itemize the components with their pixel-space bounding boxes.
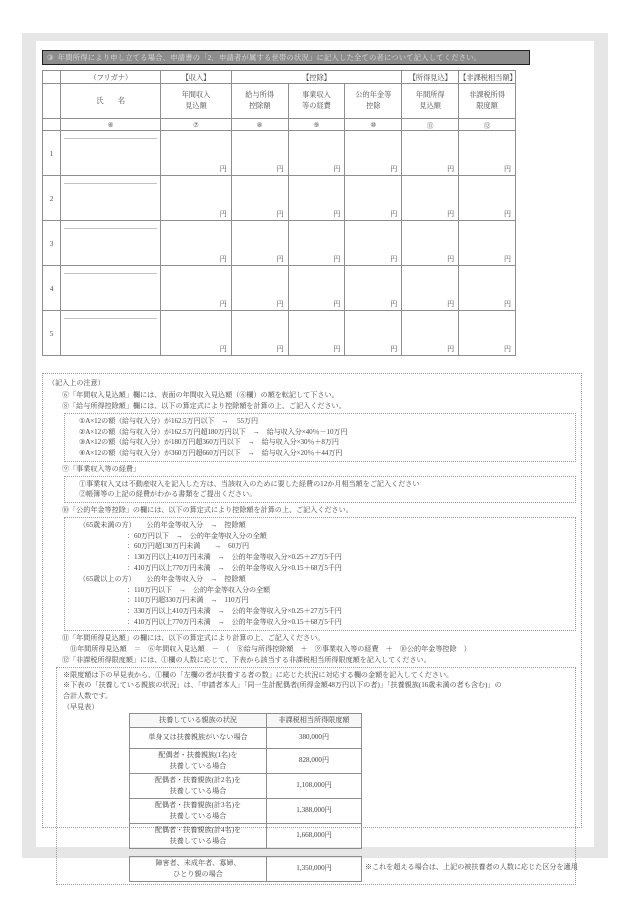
status-line-1: 配偶者・扶養親族(計3名)を (154, 801, 242, 810)
quick-table-gap (130, 848, 362, 856)
pension-deduction-cell[interactable] (345, 176, 402, 221)
quick-row-status (130, 856, 267, 881)
pension-deduction-cell[interactable] (345, 221, 402, 266)
business-expense-cell[interactable] (288, 221, 345, 266)
quick-header-amount: 非課税相当所得限度額 (267, 713, 362, 727)
yen-unit-label: 円 (447, 345, 455, 353)
annual-income-cell[interactable] (161, 311, 231, 356)
table-row (43, 176, 516, 221)
name-input-cell[interactable] (61, 176, 161, 221)
quick-row-status (130, 727, 267, 748)
yen-unit-label: 円 (219, 255, 227, 263)
header-annual-income-estimate-line2: 見込額 (419, 102, 441, 110)
yen-unit-label: 円 (219, 345, 227, 353)
circle-pension-deduction: ⑩ (345, 119, 402, 131)
circle-annual-income: ⑦ (161, 119, 231, 131)
pension-under65-line-2: ：60万円超130万円未満 → 60万円 (127, 542, 250, 551)
note-item-12: ⑫「非課税所得限度額」には、①欄の人数に応じて、下表から該当する非課税相当所得限度額を記入してください。 (62, 655, 431, 664)
header-annual-income-line1: 年間収入 (181, 91, 211, 99)
header-nontaxable-limit-line2: 限度額 (476, 102, 498, 110)
quick-table-row (130, 748, 362, 773)
row-number: 5 (43, 311, 61, 356)
header-pension-deduction (345, 84, 402, 119)
yen-unit-label: 円 (504, 165, 511, 173)
nontaxable-note-2: ※下表の「扶養している親族の状況」は、「申請者本人」「同一生計配偶者(所得金額48万円以下の者)」「扶養親族(16歳未満の者も含む)」の (63, 681, 502, 690)
header-salary-deduction-line1: 給与所得 (245, 91, 275, 99)
quick-table-row (130, 823, 362, 848)
section-number: ③ (47, 53, 54, 62)
annual-income-estimate-cell[interactable] (402, 176, 459, 221)
header-nontaxable-limit-line1: 非課税所得 (469, 91, 506, 99)
nontaxable-note-1: ※限度額は下の早見表から、①欄の「左欄の者が扶養する者の数」に応じた状況に対応する欄の金額を記入してください。 (63, 670, 454, 679)
salary-deduction-cell[interactable] (231, 266, 288, 311)
header-nontaxable-limit (459, 84, 516, 119)
annual-income-cell[interactable] (161, 131, 231, 176)
pension-under65-line-3: ：130万円以上410万円未満 → 公的年金等収入分×0.25＋27万5千円 (127, 553, 342, 562)
header-business-expense (288, 84, 345, 119)
yen-unit-label: 円 (504, 210, 511, 218)
annual-income-cell[interactable] (161, 266, 231, 311)
status-line-1: 配偶者・扶養親族(1名)を (158, 751, 238, 760)
business-expense-line-1: ①事業収入又は不動産収入を記入した方は、当該収入のために要した経費の12か月相当額をご記入ください (79, 479, 420, 488)
yen-unit-label: 円 (447, 210, 455, 218)
header-income-group: 【収入】 (161, 71, 231, 84)
pension-over65-heading: （65歳以上の方） 公的年金等収入分 → 控除額 (79, 574, 246, 583)
header-salary-deduction (231, 84, 288, 119)
note-item-9: ⑨「事業収入等の経費」 (62, 464, 141, 473)
yen-unit-label: 円 (219, 210, 227, 218)
salary-deduction-cell[interactable] (231, 131, 288, 176)
table-circle-number-row (43, 119, 516, 131)
pension-over65-line-1: ：110万円以下 → 公的年金等収入分の全額 (127, 585, 270, 594)
business-expense-line-2: ②帳簿等の上記の経費がわかる書類をご提出ください。 (79, 490, 257, 499)
annual-income-estimate-cell[interactable] (402, 221, 459, 266)
name-input-cell[interactable] (61, 266, 161, 311)
document-page (22, 33, 608, 878)
quick-table-row (130, 727, 362, 748)
furigana-divider (64, 183, 157, 184)
quick-row-amount: 1,388,000円 (267, 798, 362, 823)
pension-under65-line-4: ：410万円以上770万円未満 → 公的年金等収入分×0.15＋68万5千円 (127, 563, 342, 572)
quick-table-row (130, 773, 362, 798)
table-row (43, 221, 516, 266)
circle-nontaxable-limit: ⑫ (459, 119, 516, 131)
header-salary-deduction-line2: 控除額 (248, 102, 271, 110)
pension-deduction-cell[interactable] (345, 131, 402, 176)
header-business-expense-line2: 等の経費 (302, 102, 331, 110)
yen-unit-label: 円 (504, 255, 511, 263)
gap-cell (130, 848, 362, 856)
header-blank (43, 71, 61, 84)
form-sheet (36, 41, 594, 878)
circle-salary-deduction: ⑧ (231, 119, 288, 131)
yen-unit-label: 円 (276, 300, 284, 308)
table-row (43, 266, 516, 311)
quick-row-amount: 380,000円 (267, 727, 362, 748)
yen-unit-label: 円 (390, 210, 398, 218)
status-line-2: ひとり親の場合 (173, 869, 223, 878)
yen-unit-label: 円 (504, 345, 511, 353)
yen-unit-label: 円 (333, 210, 341, 218)
pension-deduction-cell[interactable] (345, 311, 402, 356)
yen-unit-label: 円 (219, 165, 227, 173)
quick-row-status (130, 773, 267, 798)
note-item-11-formula: ⑪年間所得見込額 ＝ ⑥年間収入見込額 － （ ⑧給与所得控除額 ＋ ⑨事業収入等の経費 ＋ ⑩公的年金等控除 ） (70, 645, 471, 654)
status-line-1: 配偶者・扶養親族(計2名)を (154, 776, 242, 785)
business-expense-cell[interactable] (288, 311, 345, 356)
annual-income-estimate-cell[interactable] (402, 266, 459, 311)
row-number: 3 (43, 221, 61, 266)
formula-3: ③A×12の額（給与収入分）が180万円超360万円以下 → 給与収入分×30％＋8万円 (79, 438, 339, 447)
yen-unit-label: 円 (333, 165, 341, 173)
salary-deduction-formula-box (64, 413, 576, 462)
quick-table-label: （早見表） (63, 702, 99, 711)
header-business-expense-line1: 事業収入 (302, 91, 331, 99)
pension-over65-line-3: ：330万円以上410万円未満 → 公的年金等収入分×0.25＋27万5千円 (127, 607, 342, 616)
quick-table-row (130, 856, 362, 881)
business-expense-cell[interactable] (288, 176, 345, 221)
yen-unit-label: 円 (333, 345, 341, 353)
yen-unit-label: 円 (219, 300, 227, 308)
business-expense-cell[interactable] (288, 266, 345, 311)
circle-blank (43, 119, 61, 131)
salary-deduction-cell[interactable] (231, 311, 288, 356)
section-banner-text: 年間所得により申し立てる場合、申請書の「2．申請者が属する世帯の状況」に記入した全ての者について記入してください。 (57, 53, 482, 62)
nontaxable-limit-cell[interactable] (459, 131, 516, 176)
instructions-title: （記入上の注意） (48, 379, 105, 387)
formula-4: ④A×12の額（給与収入分）が360万円超660万円以下 → 給与収入分×20％＋44万円 (79, 449, 343, 458)
header-annual-income-line2: 見込額 (185, 102, 207, 110)
formula-2: ②A×12の額（給与収入分）が162.5万円超180万円以下 → 給与収入分×40％－10万円 (79, 427, 348, 436)
quick-table-wrap (63, 713, 578, 882)
annual-income-cell[interactable] (161, 176, 231, 221)
formula-1: ①A×12の額（給与収入分）が162.5万円以下 → 55万円 (79, 416, 258, 425)
yen-unit-label: 円 (276, 255, 284, 263)
name-input-cell[interactable] (61, 221, 161, 266)
yen-unit-label: 円 (504, 300, 511, 308)
header-annual-income-estimate-line1: 年間所得 (415, 91, 445, 99)
quick-row-status (130, 823, 267, 848)
quick-header-status: 扶養している親族の状況 (130, 713, 267, 727)
circle-annual-income-estimate: ⑪ (402, 119, 459, 131)
pension-over65-line-4: ：410万円以上770万円未満 → 公的年金等収入分×0.15＋68万5千円 (127, 617, 342, 626)
table-row (43, 311, 516, 356)
header-deduction-group: 【控除】 (231, 71, 402, 84)
instructions-box (42, 373, 582, 878)
nontaxable-limit-cell[interactable] (459, 176, 516, 221)
quick-table-row (130, 798, 362, 823)
yen-unit-label: 円 (390, 255, 398, 263)
status-line-1: 障害者、未成年者、寡婦、 (155, 859, 241, 868)
row-number: 4 (43, 266, 61, 311)
status-line-2: 扶養している場合 (169, 786, 227, 795)
section-banner (42, 50, 530, 65)
pension-under65-heading: （65歳未満の方） 公的年金等収入分 → 控除額 (79, 520, 246, 529)
circle-business-expense: ⑨ (288, 119, 345, 131)
quick-row-amount: 1,108,000円 (267, 773, 362, 798)
table-column-header-row (43, 84, 516, 119)
header-annual-income-estimate (402, 84, 459, 119)
business-expense-cell[interactable] (288, 131, 345, 176)
nontaxable-limit-cell[interactable] (459, 221, 516, 266)
salary-deduction-cell[interactable] (231, 176, 288, 221)
furigana-divider (64, 228, 157, 229)
quick-row-amount: 1,668,000円 (267, 823, 362, 848)
pension-deduction-box (64, 517, 576, 631)
yen-unit-label: 円 (447, 165, 455, 173)
header-row-number (43, 84, 61, 119)
table-row (43, 131, 516, 176)
quick-table-header-row (130, 713, 362, 727)
header-name: 氏 名 (61, 84, 161, 119)
note-item-11: ⑪「年間所得見込額」の欄には、以下の算定式により計算の上、ご記入ください。 (62, 633, 325, 642)
business-expense-box (64, 476, 576, 504)
pension-over65-line-2: ：110万円超330万円未満 → 110万円 (127, 596, 249, 605)
annual-income-cell[interactable] (161, 221, 231, 266)
yen-unit-label: 円 (333, 300, 341, 308)
yen-unit-label: 円 (447, 255, 455, 263)
annual-income-estimate-cell[interactable] (402, 311, 459, 356)
yen-unit-label: 円 (390, 165, 398, 173)
quick-table-side-note: ※これを超える場合は、上記の被扶養者の人数に応じた区分を適用 (365, 862, 578, 871)
nontaxable-limit-cell[interactable] (459, 266, 516, 311)
name-input-cell[interactable] (61, 311, 161, 356)
status-line-1: 単身又は扶養親族がいない場合 (148, 733, 248, 742)
note-item-6: ⑥「年間収入見込額」欄には、表面の年間収入見込額（⑥欄）の額を転記して下さい。 (62, 390, 339, 399)
header-pension-deduction-line2: 控除 (366, 102, 381, 110)
nontaxable-note-3: 合計人数です。 (63, 692, 113, 701)
yen-unit-label: 円 (276, 210, 284, 218)
status-line-2: 扶養している場合 (169, 811, 227, 820)
circle-name: ⑥ (61, 119, 161, 131)
salary-deduction-cell[interactable] (231, 221, 288, 266)
yen-unit-label: 円 (333, 255, 341, 263)
quick-row-amount: 828,000円 (267, 748, 362, 773)
name-input-cell[interactable] (61, 131, 161, 176)
header-nontaxable-group: 【非課税相当額】 (459, 72, 517, 82)
annual-income-estimate-cell[interactable] (402, 131, 459, 176)
furigana-divider (64, 138, 157, 139)
yen-unit-label: 円 (390, 345, 398, 353)
yen-unit-label: 円 (276, 165, 284, 173)
status-line-2: 扶養している場合 (169, 761, 227, 770)
table-group-header-row (43, 71, 516, 84)
row-number: 2 (43, 176, 61, 221)
nontaxable-limit-note-box (56, 667, 576, 885)
quick-row-status (130, 748, 267, 773)
yen-unit-label: 円 (390, 300, 398, 308)
header-furigana: （フリガナ） (61, 71, 161, 84)
quick-row-status (130, 798, 267, 823)
furigana-divider (64, 318, 157, 319)
yen-unit-label: 円 (447, 300, 455, 308)
header-pension-deduction-line1: 公的年金等 (355, 91, 392, 99)
income-table (42, 70, 516, 356)
note-item-8: ⑧「給与所得控除額」欄には、以下の算定式により控除額を計算の上、ご記入ください。 (62, 402, 346, 411)
row-number: 1 (43, 131, 61, 176)
quick-row-amount: 1,350,000円 (267, 856, 362, 881)
header-annual-income (161, 84, 231, 119)
status-line-2: 扶養している場合 (169, 836, 227, 845)
furigana-divider (64, 273, 157, 274)
status-line-1: 配偶者・扶養親族(計4名)を (154, 826, 242, 835)
pension-deduction-cell[interactable] (345, 266, 402, 311)
note-item-10: ⑩「公的年金等控除」の欄には、以下の算定式により控除額を計算の上、ご記入ください。 (62, 506, 353, 515)
nontaxable-limit-quick-table (129, 713, 362, 882)
pension-under65-line-1: ：60万円以下 → 公的年金等収入分の全額 (127, 531, 267, 540)
nontaxable-limit-cell[interactable] (459, 311, 516, 356)
yen-unit-label: 円 (276, 345, 284, 353)
header-income-estimate-group: 【所得見込】 (402, 71, 459, 84)
